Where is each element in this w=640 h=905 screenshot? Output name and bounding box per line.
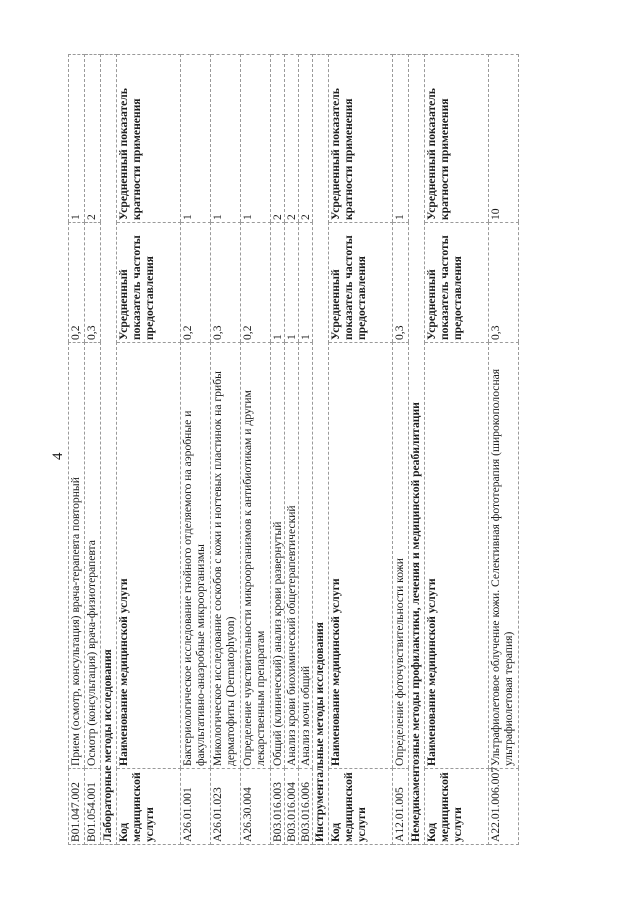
row-name: Ультрафиолетовое облучение кожи. Селективная фототерапия (широкополосная ультрафиолетовая терапия): [489, 343, 519, 769]
row-frequency: 0,3: [489, 223, 519, 343]
section-title: Немедикаментозные методы профилактики, лечения и медицинской реабилитации: [409, 55, 425, 845]
row-multiplicity: 1: [241, 55, 271, 223]
row-multiplicity: 2: [285, 55, 299, 223]
header-multiplicity: Усредненный показатель кратности применения: [329, 55, 393, 223]
header-multiplicity: Усредненный показатель кратности применения: [117, 55, 181, 223]
row-code: A26.01.001: [181, 769, 211, 845]
table-row: [285, 55, 299, 845]
row-name: Бактериологическое исследование гнойного отделяемого на аэробные и факультативно-анаэробные микроорганизмы: [181, 343, 211, 769]
row-name: Микологическое исследование соскобов с кожи и ногтевых пластинок на грибы дерматофиты (Dermatophyton): [211, 343, 241, 769]
table-row: [299, 55, 313, 845]
section-heading-nonmedicinal: [409, 55, 425, 845]
row-frequency: 0,3: [393, 223, 409, 343]
header-frequency: Усредненный показатель частоты предоставления: [425, 223, 489, 343]
header-frequency: Усредненный показатель частоты предоставления: [329, 223, 393, 343]
row-code: A26.30.004: [241, 769, 271, 845]
row-name: Осмотр (консультация) врача-физиотерапевта: [85, 343, 101, 769]
row-name: Анализ мочи общий: [299, 343, 313, 769]
table-row: [85, 55, 101, 845]
row-code: B03.016.003: [271, 769, 285, 845]
row-code: B01.047.002: [69, 769, 85, 845]
row-name: Определение фоточувствительности кожи: [393, 343, 409, 769]
row-code: B03.016.006: [299, 769, 313, 845]
section-title: Инструментальные методы исследования: [313, 55, 329, 845]
header-code: Код медицинской услуги: [329, 769, 393, 845]
column-header-row: [117, 55, 181, 845]
column-header-row: [329, 55, 393, 845]
row-frequency: 1: [285, 223, 299, 343]
page-number: 4: [50, 452, 66, 460]
row-frequency: 0,2: [181, 223, 211, 343]
header-code: Код медицинской услуги: [425, 769, 489, 845]
table-row: [489, 55, 519, 845]
row-frequency: 0,2: [69, 223, 85, 343]
table-row: [69, 55, 85, 845]
header-frequency: Усредненный показатель частоты предоставления: [117, 223, 181, 343]
row-multiplicity: 1: [181, 55, 211, 223]
row-name: Прием (осмотр, консультация) врача-терапевта повторный: [69, 343, 85, 769]
row-frequency: 1: [299, 223, 313, 343]
row-code: A26.01.023: [211, 769, 241, 845]
row-multiplicity: 2: [299, 55, 313, 223]
row-code: A22.01.006.007: [489, 769, 519, 845]
section-heading-instrumental: [313, 55, 329, 845]
header-code: Код медицинской услуги: [117, 769, 181, 845]
row-frequency: 0,2: [241, 223, 271, 343]
row-name: Анализ крови биохимический общетерапевтический: [285, 343, 299, 769]
row-multiplicity: 1: [211, 55, 241, 223]
row-frequency: 1: [271, 223, 285, 343]
row-code: A12.01.005: [393, 769, 409, 845]
row-multiplicity: 2: [85, 55, 101, 223]
row-multiplicity: 2: [271, 55, 285, 223]
row-frequency: 0,3: [85, 223, 101, 343]
header-name: Наименование медицинской услуги: [117, 343, 181, 769]
section-heading-lab: [101, 55, 117, 845]
table-row: [271, 55, 285, 845]
column-header-row: [425, 55, 489, 845]
table-row: [241, 55, 271, 845]
row-multiplicity: 1: [393, 55, 409, 223]
table-row: [181, 55, 211, 845]
row-frequency: 0,3: [211, 223, 241, 343]
table-row: [393, 55, 409, 845]
header-name: Наименование медицинской услуги: [329, 343, 393, 769]
section-title: Лабораторные методы исследования: [101, 55, 117, 845]
row-name: Определение чувствительности микроорганизмов к антибиотикам и другим лекарственным препаратам: [241, 343, 271, 769]
row-name: Общий (клинический) анализ крови развернутый: [271, 343, 285, 769]
row-multiplicity: 10: [489, 55, 519, 223]
medical-services-table: [68, 54, 519, 845]
row-code: B03.016.004: [285, 769, 299, 845]
header-multiplicity: Усредненный показатель кратности применения: [425, 55, 489, 223]
header-name: Наименование медицинской услуги: [425, 343, 489, 769]
table-row: [211, 55, 241, 845]
row-multiplicity: 1: [69, 55, 85, 223]
row-code: B01.054.001: [85, 769, 101, 845]
